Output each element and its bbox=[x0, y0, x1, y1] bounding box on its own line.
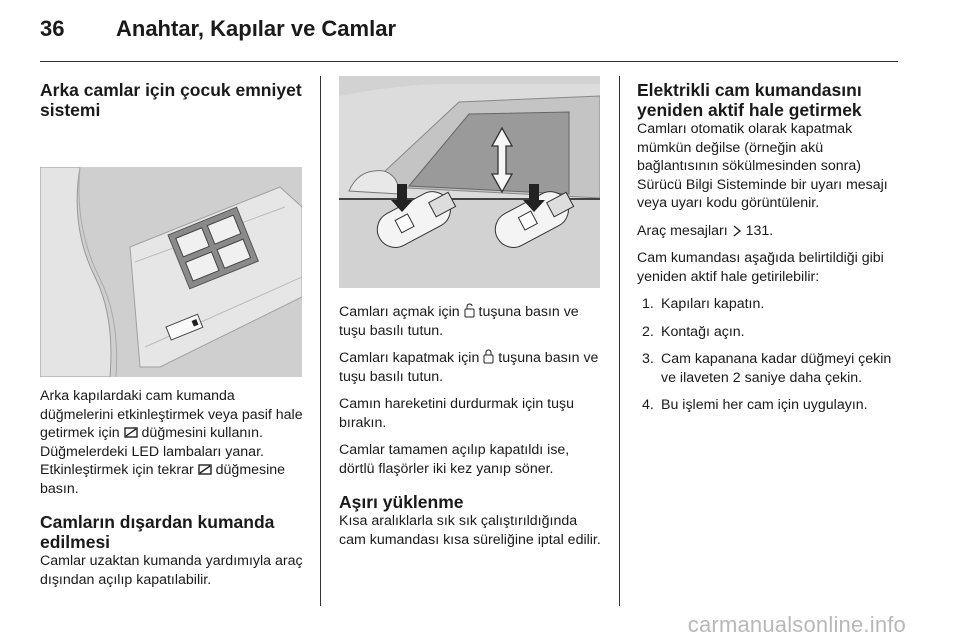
page-header-title: Anahtar, Kapılar ve Camlar bbox=[116, 16, 397, 41]
column-2 bbox=[339, 80, 603, 558]
stop-window-instruction: Camın hareketini durdurmak için tuşu bırakın. bbox=[339, 396, 574, 431]
lock-key-icon bbox=[483, 349, 494, 364]
remote-key-drawing bbox=[339, 76, 600, 288]
reactivate-description: Camları otomatik olarak kapatmak mümkün değilse (örneğin akü bağlantısının sökülmesinden sonra) Sürücü Bilgi Sisteminde bir uyarı mesajı veya uyarı kodu görüntülenir. bbox=[637, 121, 888, 211]
child-lock-icon bbox=[198, 463, 212, 476]
section-heading-reactivate: Elektrikli cam kumandasını yeniden aktif hale getirmek bbox=[637, 80, 862, 120]
page-reference-arrow-icon bbox=[732, 225, 742, 237]
open-windows-instruction: Camları açmak için tuşuna basın ve tuşu basılı tutun. bbox=[339, 304, 579, 339]
column-divider-right bbox=[619, 76, 620, 606]
list-item: 4. Bu işlemi her cam için uygulayın. bbox=[642, 397, 868, 413]
door-switch-illustration bbox=[40, 167, 302, 377]
watermark-text: carmanualsonline.info bbox=[687, 612, 906, 637]
column-divider-left bbox=[320, 76, 321, 606]
list-item: 1. Kapıları kapatın. bbox=[642, 296, 765, 312]
page-number: 36 bbox=[40, 16, 65, 41]
overload-description: Kısa aralıklarla sık sık çalıştırıldığında cam kumandası kısa süreliğine iptal edilir. bbox=[339, 513, 601, 548]
reactivate-intro: Cam kumandası aşağıda belirtildiği gibi yeniden aktif hale getirilebilir: bbox=[637, 250, 884, 285]
child-lock-description: Arka kapılardaki cam kumanda düğmelerini etkinleştirmek veya pasif hale getirmek için düğmesini kullanın. Düğmelerdeki LED lambaları yanar. Etkinleştirmek için tekrar düğmesine basın. bbox=[40, 388, 303, 497]
unlock-key-icon bbox=[464, 303, 475, 318]
remote-control-description: Camlar uzaktan kumanda yardımıyla araç dışından açılıp kapatılabilir. bbox=[40, 553, 303, 588]
close-windows-instruction: Camları kapatmak için tuşuna basın ve tuşu basılı tutun. bbox=[339, 350, 599, 385]
list-item: 2. Kontağı açın. bbox=[642, 323, 745, 340]
column-3 bbox=[637, 80, 901, 424]
section-heading-overload: Aşırı yüklenme bbox=[339, 492, 464, 512]
section-heading-child-lock: Arka camlar için çocuk emniyet sistemi bbox=[40, 80, 302, 120]
child-lock-icon bbox=[124, 426, 138, 439]
hazard-flasher-note: Camlar tamamen açılıp kapatıldı ise, dörtlü flaşörler iki kez yanıp söner. bbox=[339, 442, 570, 477]
door-switch-drawing bbox=[40, 167, 302, 377]
remote-key-illustration bbox=[339, 76, 600, 288]
reactivate-steps bbox=[637, 295, 901, 415]
vehicle-messages-reference: Araç mesajları 131. bbox=[637, 222, 774, 239]
section-heading-remote-control: Camların dışardan kumanda edilmesi bbox=[40, 512, 275, 552]
column-1 bbox=[40, 80, 304, 598]
header-rule bbox=[40, 61, 898, 62]
list-item: 3. Cam kapanana kadar düğmeyi çekin ve ilaveten 2 saniye daha çekin. bbox=[642, 351, 892, 386]
